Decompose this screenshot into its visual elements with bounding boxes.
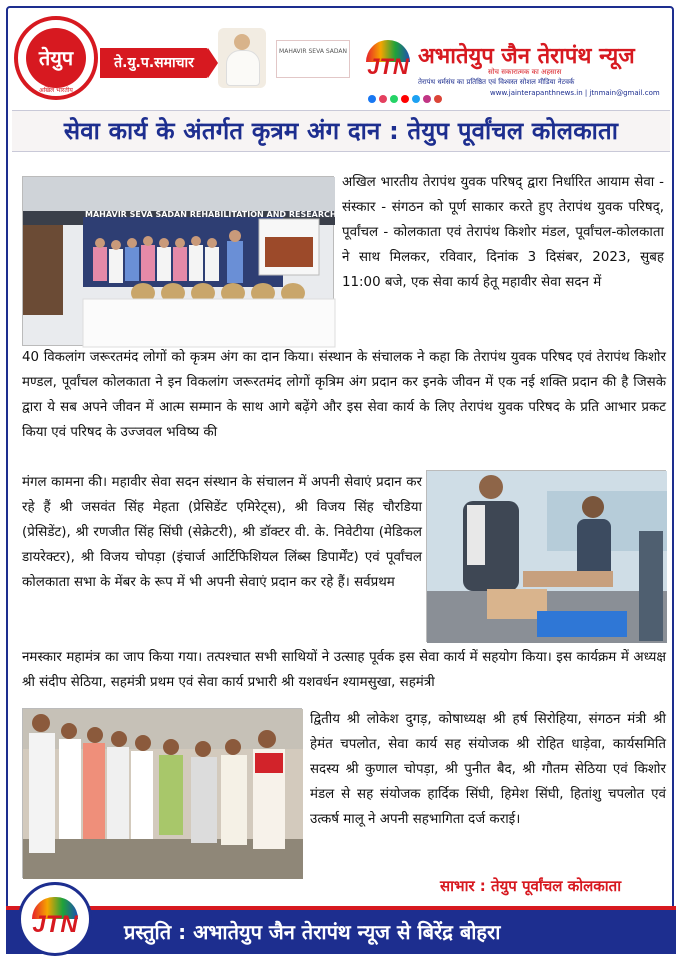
abtyp-logo-subtext: अखिल भारतीय <box>39 87 73 94</box>
brand-tagline: सोच सकारात्मक का अहसास <box>488 68 562 76</box>
mini-banner: MAHAVIR SEVA SADAN <box>276 40 350 78</box>
photo1-banner: MAHAVIR SEVA SADAN REHABILITATION AND RESEARCH CENTRE <box>85 210 375 219</box>
news-tag: ते.यु.प.समाचार <box>100 48 208 78</box>
body-paragraph-2: 40 विकलांग जरूरतमंद लोगों को कृत्रम अंग का दान किया। संस्थान के संचालक ने कहा कि तेरापंथ युवक परिषद एवं तेरापंथ किशोर मण्डल, पूर्वांचल कोलकाता ने इन विकलांग जरूरतमंद लोगों कृत्रिम अंग प्रदान कर इनके जीवन में एक नई शक्ति प्रदान की है जिसके द्वारा ये सब अपने जीवन में आत्म सम्मान के साथ आगे बढ़ेंगे और इस सेवा कार्य के लिए तेरापंथ युवक परिषद के प्रति आभार प्रकट किया एवं परिषद के उज्जवल भविष्य की <box>22 350 666 440</box>
jtn-logo-text: JTN <box>367 54 409 79</box>
article-title: सेवा कार्य के अंतर्गत कृत्रम अंग दान : तेयुप पूर्वांचल कोलकाता <box>63 117 619 145</box>
photo-limb-fitting <box>426 470 666 642</box>
instagram-icon[interactable] <box>379 95 387 103</box>
whatsapp-icon[interactable] <box>390 95 398 103</box>
twitter-icon[interactable] <box>412 95 420 103</box>
header <box>8 10 672 102</box>
abtyp-logo <box>14 16 98 100</box>
brand-url: www.jainterapanthnews.in | jtnmain@gmail.com <box>490 89 660 97</box>
telegram-icon[interactable] <box>423 95 431 103</box>
social-icons <box>368 88 445 98</box>
body-paragraph-4: नमस्कार महामंत्र का जाप किया गया। तत्पश्चात सभी साथियों ने उत्साह पूर्वक इस सेवा कार्य में सहयोग किया। इस कार्यक्रम में अध्यक्ष श्री संदीप सेठिया, सहमंत्री प्रथम एवं सेवा कार्य प्रभारी श्री यशवर्धन श्यामसुखा, सहमंत्री <box>22 650 667 690</box>
brand-block <box>418 40 668 97</box>
footer-jtn-logo <box>18 882 92 956</box>
brand-subtitle: तेरापंथ धर्मसंघ का प्रतिष्ठित एवं विश्वस्त सोशल मीडिया नेटवर्क <box>418 78 575 86</box>
abtyp-logo-text: तेयुप <box>26 28 86 88</box>
brand-name: अभातेयुप जैन तेरापंथ न्यूज <box>418 44 635 69</box>
body-paragraph-3: मंगल कामना की। महावीर सेवा सदन संस्थान के संचालन में अपनी सेवाएं प्रदान कर रहे हैं श्री जसवंत सिंह मेहता (प्रेसिडेंट एमिरेट्स), श्री विजय सिंह चौरडिया (प्रेसिडेंट), श्री रणजीत सिंह सिंघी (सेक्रेटरी), श्री डॉक्टर वी. के. निवेटीया (मेडिकल डायरेक्टर), श्री विजय चोपड़ा (इंचार्ज आर्टिफिशियल लिंब्स डिपार्मेंट) एवं पूर्वांचल कोलकाता सभा के मेंबर के रूप में भी अपनी सेवाएं प्रदान कर रहे हैं। सर्वप्रथम <box>22 475 422 590</box>
footer-text: प्रस्तुति : अभातेयुप जैन तेरापंथ न्यूज से बिरेंद्र बोहरा <box>124 920 501 944</box>
google-icon[interactable] <box>434 95 442 103</box>
body-paragraph-1: अखिल भारतीय तेरापंथ युवक परिषद् द्वारा निर्धारित आयाम सेवा - संस्कार - संगठन को पूर्ण साकार करते हुए तेरापंथ युवक परिषद्, पूर्वांचल - कोलकाता एवं तेरापंथ किशोर मंडल, पूर्वांचल-कोलकाता ने साथ मिलकर, रविवार, दिनांक 3 दिसंबर, 2023, सुबह 11:00 बजे, एक सेवा कार्य हेतू महावीर सेवा सदन में <box>342 175 664 290</box>
footer-logo-text: JTN <box>32 911 78 938</box>
photo-beneficiaries-group <box>22 708 302 878</box>
title-bar <box>12 110 670 152</box>
acharya-photo <box>218 28 266 88</box>
body-paragraph-5: द्वितीय श्री लोकेश दुगड़, कोषाध्यक्ष श्री हर्ष सिरोहिया, संगठन मंत्री श्री हेमंत चपलोत, सेवा कार्य सह संयोजक श्री रोहित धाड़ेवा, कार्यसमिति सदस्य श्री कुणाल चोपड़ा, श्री पुनीत बैद, श्री गौतम सेठिया एवं किशोर मंडल से सह संयोजक हार्दिक सिंघी, हिमेश सिंघी, हितांशु चपलोत एवं उत्कर्ष मालू ने अपनी सहभागिता दर्ज कराई। <box>310 712 666 827</box>
photo-seva-sadan-group <box>22 176 375 346</box>
youtube-icon[interactable] <box>401 95 409 103</box>
jtn-logo <box>364 40 412 86</box>
footer-bar <box>6 906 676 954</box>
facebook-icon[interactable] <box>368 95 376 103</box>
credit-line: साभार : तेयुप पूर्वांचल कोलकाता <box>440 877 622 895</box>
